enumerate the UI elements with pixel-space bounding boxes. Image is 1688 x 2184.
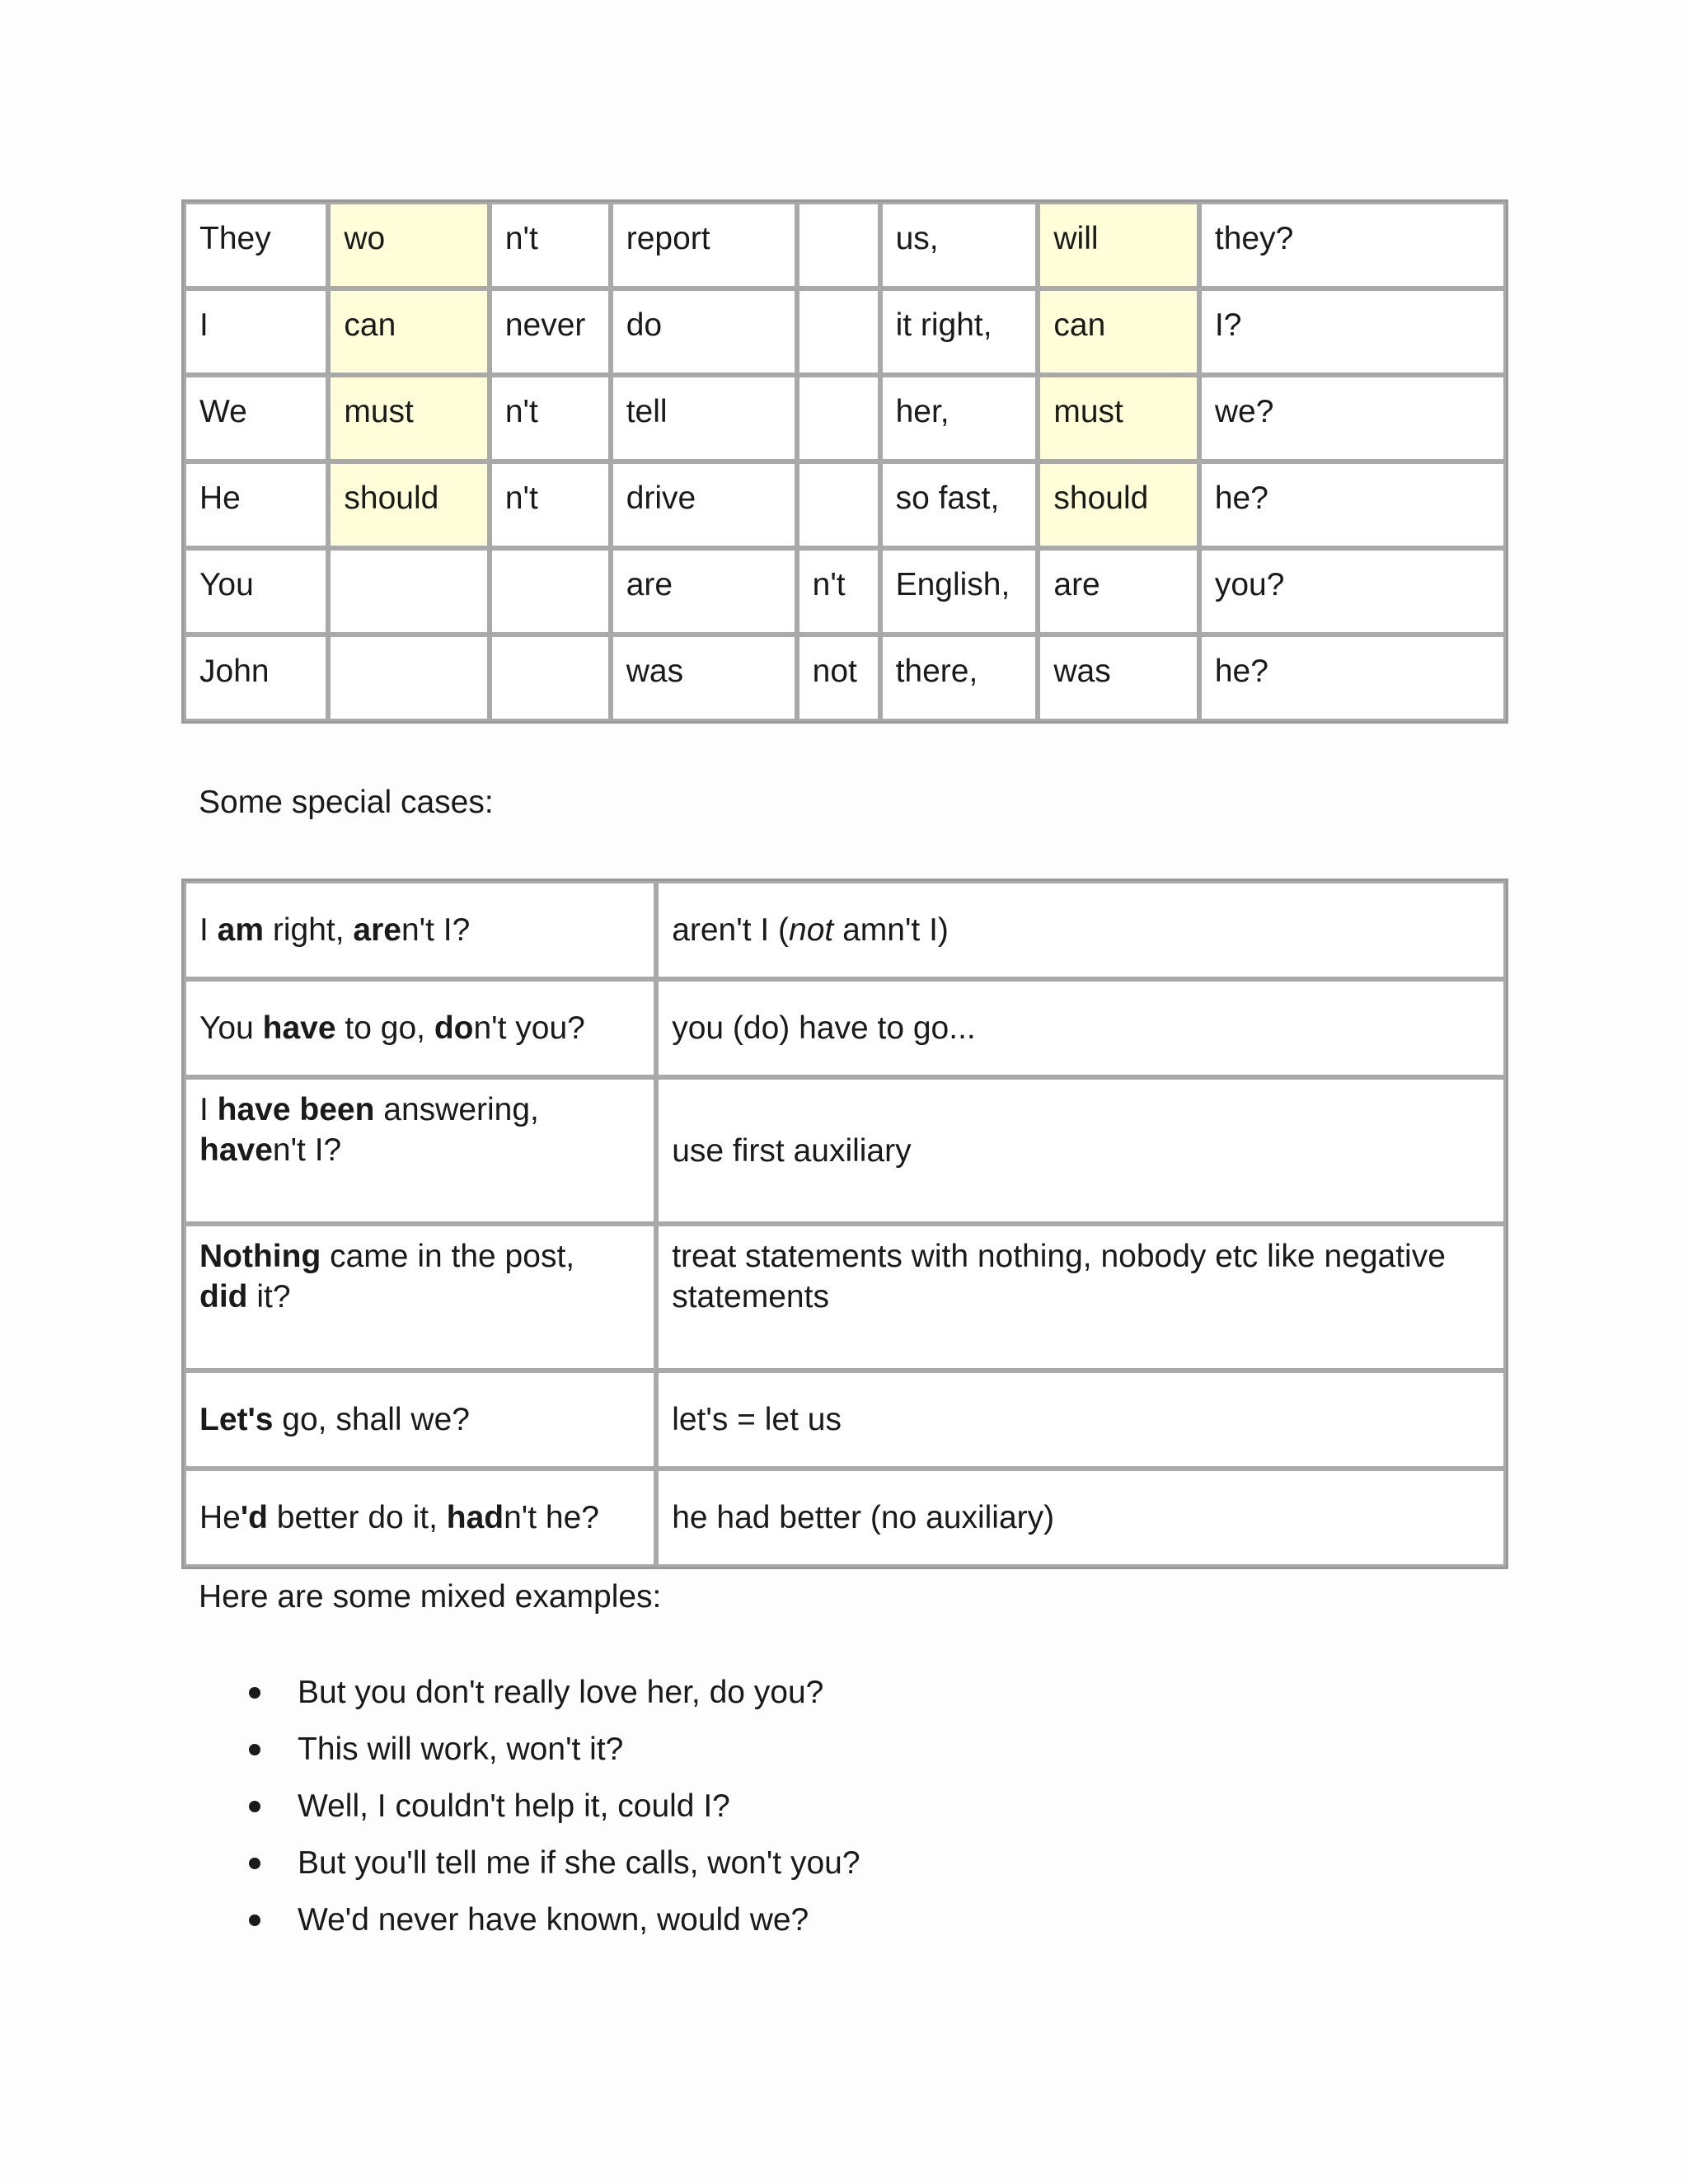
tag-table-row <box>184 635 1506 721</box>
text-run: are <box>353 912 401 948</box>
text-run: I <box>199 1092 218 1127</box>
cell-rest: it right, <box>880 288 1039 375</box>
cell-tag-auxiliary: can <box>1038 288 1198 375</box>
cell-tag-pronoun: he? <box>1199 462 1506 548</box>
special-case-row <box>184 881 1506 979</box>
cell-tag-pronoun: you? <box>1199 548 1506 635</box>
special-case-example <box>184 1077 656 1224</box>
text-run: You <box>199 1010 263 1046</box>
cell-tag-pronoun: he? <box>1199 635 1506 721</box>
cell-tag-auxiliary: was <box>1038 635 1198 721</box>
list-item-text: We'd never have known, would we? <box>298 1902 809 1938</box>
list-item-text: Well, I couldn't help it, could I? <box>298 1788 730 1824</box>
cell-subject: I <box>184 288 328 375</box>
text-run: Nothing <box>199 1239 321 1274</box>
cell-verb: report <box>611 202 797 288</box>
text-run: aren't I ( <box>672 912 790 948</box>
text-run: treat statements with nothing, nobody etc like negative <box>672 1239 1446 1274</box>
text-run: did <box>199 1279 248 1315</box>
text-run: to go, <box>335 1010 434 1046</box>
cell-negation-2 <box>797 202 880 288</box>
cell-subject: You <box>184 548 328 635</box>
cell-modal: should <box>328 462 489 548</box>
tag-table-row <box>184 548 1506 635</box>
special-case-example <box>184 1224 656 1371</box>
cell-verb: tell <box>611 375 797 462</box>
cell-tag-pronoun: we? <box>1199 375 1506 462</box>
cell-negation-2: n't <box>797 548 880 635</box>
cell-rest: so fast, <box>880 462 1039 548</box>
cell-modal: wo <box>328 202 489 288</box>
text-run: n't I? <box>401 912 471 948</box>
text-run: came in the post, <box>321 1239 575 1274</box>
cell-verb: are <box>611 548 797 635</box>
cell-negation <box>490 548 611 635</box>
text-run: it? <box>247 1279 291 1315</box>
text-run: have been <box>217 1092 375 1127</box>
special-case-note <box>656 1077 1506 1224</box>
text-run: Let's <box>199 1402 274 1437</box>
special-case-example <box>184 1371 656 1469</box>
special-case-row <box>184 1371 1506 1469</box>
bullet-icon <box>249 1687 260 1699</box>
special-case-note <box>656 881 1506 979</box>
text-run: have <box>262 1010 336 1046</box>
cell-negation: never <box>490 288 611 375</box>
bullet-icon <box>249 1915 260 1926</box>
special-case-note <box>656 979 1506 1077</box>
list-item-text: But you don't really love her, do you? <box>298 1675 824 1710</box>
cell-tag-pronoun: they? <box>1199 202 1506 288</box>
bullet-icon <box>249 1858 260 1869</box>
cell-negation: n't <box>490 462 611 548</box>
text-run: you (do) have to go... <box>672 1010 976 1046</box>
text-run: He <box>199 1500 241 1535</box>
text-run: have <box>199 1132 273 1168</box>
cell-tag-auxiliary: should <box>1038 462 1198 548</box>
tag-table-row <box>184 288 1506 375</box>
bullet-icon <box>249 1744 260 1755</box>
cell-subject: We <box>184 375 328 462</box>
special-case-row <box>184 979 1506 1077</box>
cell-negation-2 <box>797 462 880 548</box>
text-run: right, <box>264 912 354 948</box>
cell-negation-2 <box>797 288 880 375</box>
special-case-example <box>184 1469 656 1567</box>
special-cases-heading: Some special cases: <box>199 785 494 820</box>
question-tag-table <box>181 199 1508 724</box>
text-run: let's = let us <box>672 1402 842 1437</box>
cell-tag-auxiliary: are <box>1038 548 1198 635</box>
tag-table-row <box>184 202 1506 288</box>
mixed-examples-heading: Here are some mixed examples: <box>199 1579 662 1615</box>
special-case-example <box>184 881 656 979</box>
cell-modal: must <box>328 375 489 462</box>
cell-negation <box>490 635 611 721</box>
tag-table-row <box>184 375 1506 462</box>
special-case-note <box>656 1469 1506 1567</box>
special-case-note <box>656 1224 1506 1371</box>
special-case-note <box>656 1371 1506 1469</box>
cell-modal <box>328 548 489 635</box>
text-run: do <box>434 1010 474 1046</box>
cell-negation: n't <box>490 375 611 462</box>
cell-tag-auxiliary: will <box>1038 202 1198 288</box>
cell-rest: us, <box>880 202 1039 288</box>
cell-negation-2: not <box>797 635 880 721</box>
text-run: n't I? <box>272 1132 342 1168</box>
cell-subject: They <box>184 202 328 288</box>
special-case-example <box>184 979 656 1077</box>
cell-tag-auxiliary: must <box>1038 375 1198 462</box>
tag-table-row <box>184 462 1506 548</box>
special-cases-table <box>181 879 1508 1569</box>
text-run: n't he? <box>504 1500 599 1535</box>
list-item-text: But you'll tell me if she calls, won't you? <box>298 1845 860 1881</box>
cell-modal <box>328 635 489 721</box>
text-run: better do it, <box>267 1500 447 1535</box>
text-run: answering, <box>374 1092 539 1127</box>
bullet-icon <box>249 1801 260 1812</box>
cell-rest: her, <box>880 375 1039 462</box>
cell-rest: English, <box>880 548 1039 635</box>
cell-verb: do <box>611 288 797 375</box>
cell-negation-2 <box>797 375 880 462</box>
list-item-text: This will work, won't it? <box>298 1732 624 1767</box>
cell-negation: n't <box>490 202 611 288</box>
cell-subject: John <box>184 635 328 721</box>
text-run: amn't I) <box>833 912 949 948</box>
text-run: he had better (no auxiliary) <box>672 1500 1055 1535</box>
cell-subject: He <box>184 462 328 548</box>
text-run: use first auxiliary <box>672 1132 912 1169</box>
special-case-row <box>184 1077 1506 1224</box>
text-run: n't you? <box>473 1010 585 1046</box>
cell-tag-pronoun: I? <box>1199 288 1506 375</box>
text-run: go, shall we? <box>273 1402 470 1437</box>
special-case-row <box>184 1469 1506 1567</box>
cell-verb: was <box>611 635 797 721</box>
text-run: am <box>217 912 265 948</box>
cell-rest: there, <box>880 635 1039 721</box>
special-case-row <box>184 1224 1506 1371</box>
cell-verb: drive <box>611 462 797 548</box>
text-run: not <box>789 912 834 948</box>
cell-modal: can <box>328 288 489 375</box>
text-run: had <box>446 1500 504 1535</box>
text-run: 'd <box>240 1500 268 1535</box>
text-run: statements <box>672 1279 829 1315</box>
text-run: I <box>199 912 218 948</box>
